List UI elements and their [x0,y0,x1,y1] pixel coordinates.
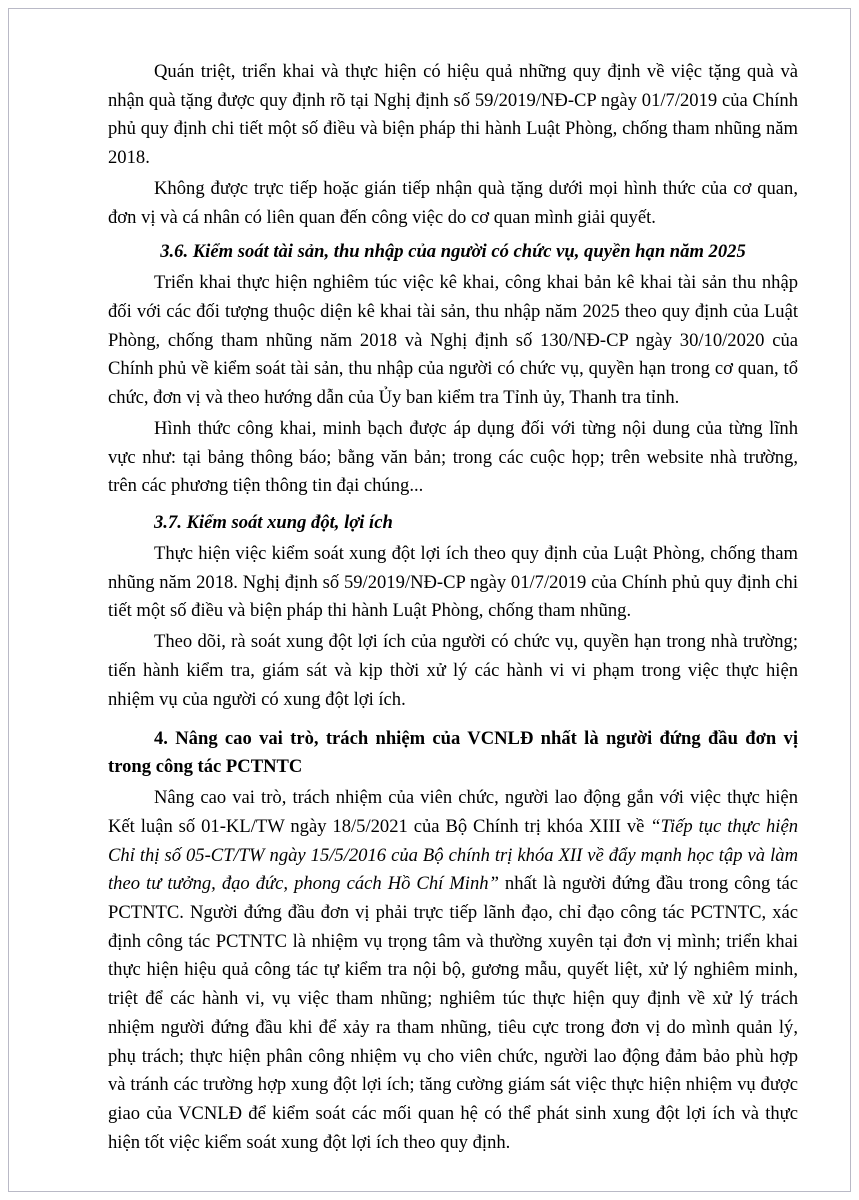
paragraph: Không được trực tiếp hoặc gián tiếp nhận quà tặng dưới mọi hình thức của cơ quan, đơn vị và cá nhân có liên quan đến công việc do cơ quan mình giải quyết. [108,177,798,228]
subheading-3-6: 3.6. Kiểm soát tài sản, thu nhập của người có chức vụ, quyền hạn năm 2025 [160,241,746,263]
paragraph: Thực hiện việc kiểm soát xung đột lợi ích theo quy định của Luật Phòng, chống tham nhũng năm 2018. Nghị định số 59/2019/NĐ-CP ngày 01/7/2019 của Chính phủ quy định chi tiết một số điều và biện pháp thi hành Luật Phòng, chống tham nhũng. [108,542,798,622]
paragraph: Triển khai thực hiện nghiêm túc việc kê khai, công khai bản kê khai tài sản thu nhập đối với các đối tượng thuộc diện kê khai tài sản, thu nhập năm 2025 theo quy định của Luật Phòng, chống tham nhũng năm 2018 và Nghị định số 130/NĐ-CP ngày 30/10/2020 của Chính phủ về kiểm soát tài sản, thu nhập của người có chức vụ, quyền hạn trong cơ quan, tổ chức, đơn vị và theo hướng dẫn của Ủy ban kiểm tra Tỉnh ủy, Thanh tra tỉnh. [108,272,798,409]
paragraph-with-quote [108,784,798,1157]
paragraph: Hình thức công khai, minh bạch được áp dụng đối với từng nội dung của từng lĩnh vực như: tại bảng thông báo; bằng văn bản; trong các cuộc họp; trên website nhà trường, trên các phương tiện thông tin đại chúng... [108,417,798,497]
quoted-directive-title: “Tiếp tục thực hiện Chỉ thị số 05-CT/TW ngày 15/5/2016 của Bộ chính trị khóa XII về đẩy mạnh học tập và làm theo tư tưởng, đạo đức, phong cách Hồ Chí Minh” [108,815,798,895]
paragraph-text-part-1: Nâng cao vai trò, trách nhiệm của viên chức, người lao động gắn với việc thực hiện Kết luận số 01-KL/TW ngày 18/5/2021 của Bộ Chính trị khóa XIII về [108,787,798,837]
paragraph: Theo dõi, rà soát xung đột lợi ích của người có chức vụ, quyền hạn trong nhà trường; tiến hành kiểm tra, giám sát và kịp thời xử lý các hành vi vi phạm trong việc thực hiện nhiệm vụ của người có xung đột lợi ích. [108,631,798,710]
paragraph: Quán triệt, triển khai và thực hiện có hiệu quả những quy định về việc tặng quà và nhận quà tặng được quy định rõ tại Nghị định số 59/2019/NĐ-CP ngày 01/7/2019 của Chính phủ quy định chi tiết một số điều và biện pháp thi hành Luật Phòng, chống tham nhũng năm 2018. [108,61,798,169]
section-heading-4: 4. Nâng cao vai trò, trách nhiệm của VCNLĐ nhất là người đứng đầu đơn vị trong công tác PCTNTC [108,728,798,778]
paragraph-text-part-2: nhất là người đứng đầu trong công tác PCTNTC. Người đứng đầu đơn vị phải trực tiếp lãnh đạo, chỉ đạo công tác PCTNTC, xác định công tác PCTNTC là nhiệm vụ trọng tâm và thường xuyên tại đơn vị mình; triển khai thực hiện hiệu quả công tác tự kiểm tra nội bộ, gương mẫu, quyết liệt, xử lý nghiêm minh, triệt để các hành vi, vụ việc tham nhũng; nghiêm túc thực hiện quy định về xử lý trách nhiệm người đứng đầu khi để xảy ra tham nhũng, tiêu cực trong đơn vị do mình quản lý, phụ trách; thực hiện phân công nhiệm vụ cho viên chức, người lao động đảm bảo phù hợp và tránh các trường hợp xung đột lợi ích; tăng cường giám sát việc thực hiện nhiệm vụ được giao của VCNLĐ để kiểm soát các mối quan hệ có thể phát sinh xung đột lợi ích và thực hiện tốt việc kiểm soát xung đột lợi ích theo quy định. [108,873,798,1153]
document-body [108,58,798,1159]
subheading-3-7: 3.7. Kiểm soát xung đột, lợi ích [154,512,393,534]
